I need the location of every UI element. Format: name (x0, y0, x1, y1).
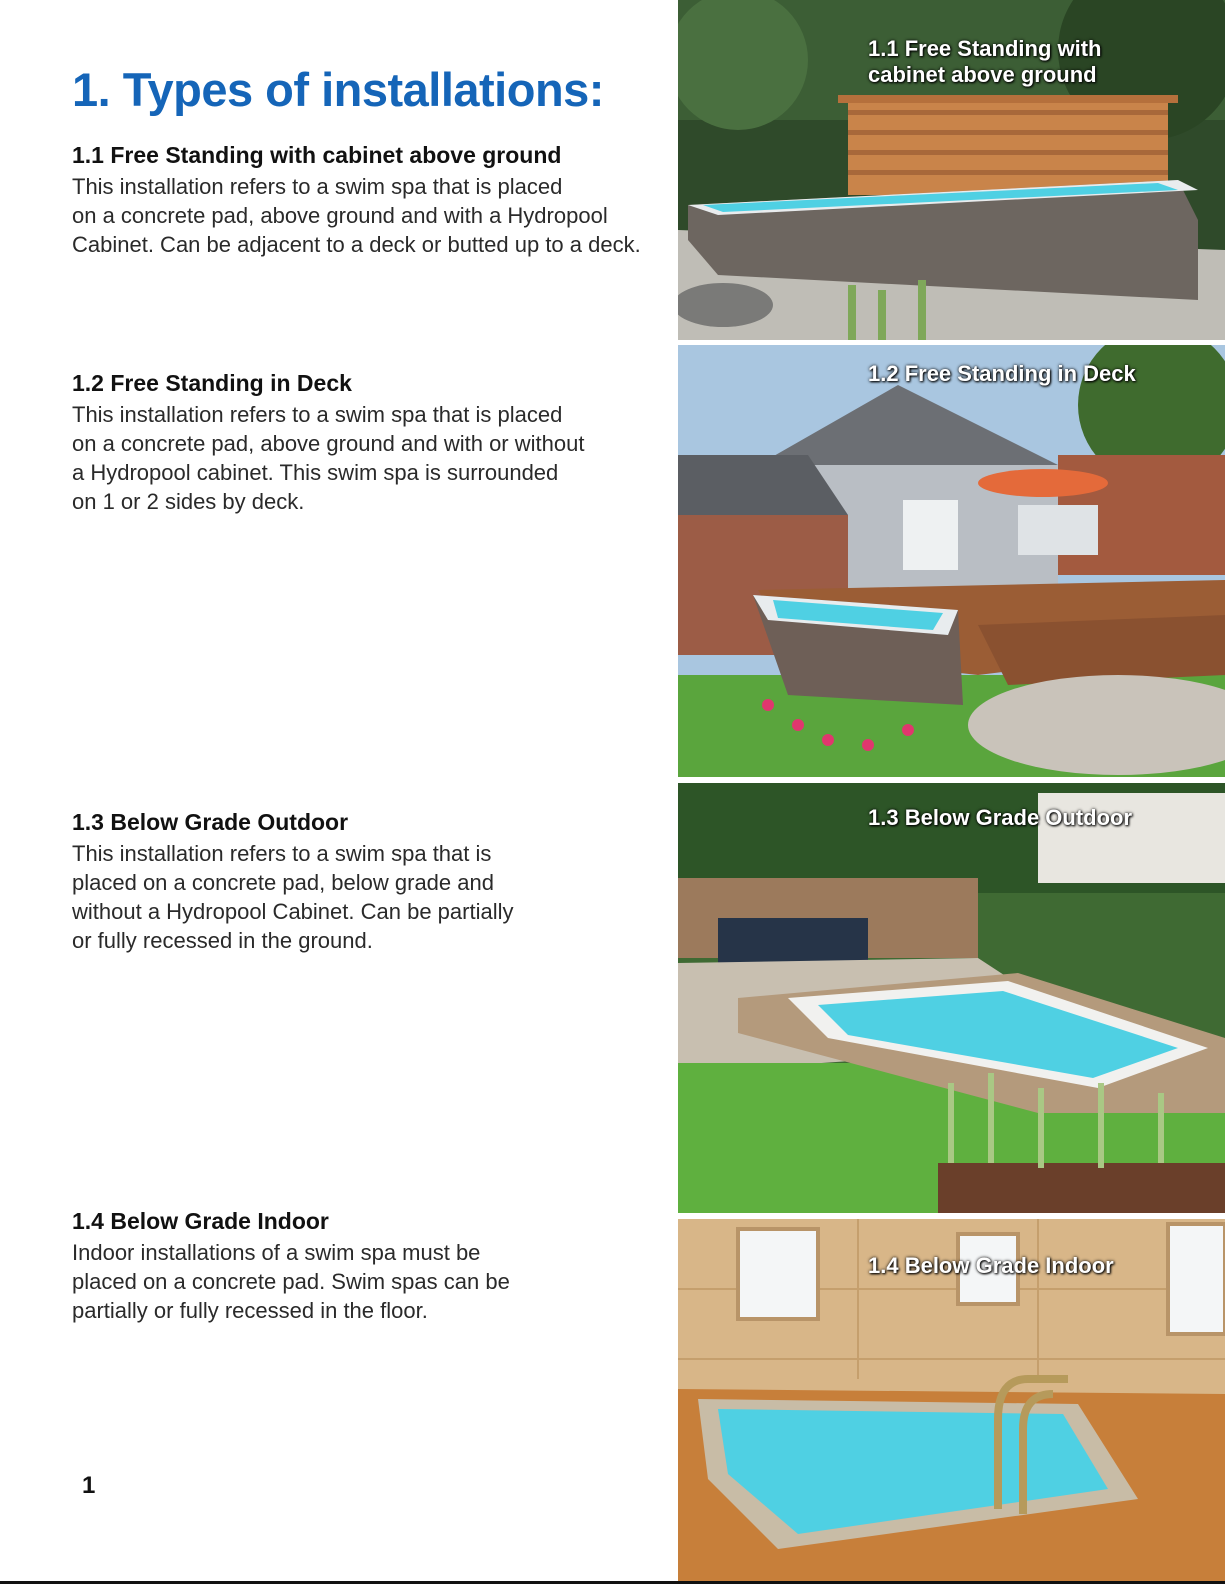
section-body: This installation refers to a swim spa that is placed on a concrete pad, above ground and with or without a Hydropool cabinet. This swim spa is surrounded on 1 or 2 sides by deck. (72, 402, 585, 514)
photo-caption: 1.1 Free Standing with cabinet above ground (868, 36, 1102, 87)
section-free-standing-cabinet (72, 140, 662, 259)
photo-below-grade-outdoor (678, 783, 1225, 1213)
section-body: This installation refers to a swim spa that is placed on a concrete pad, above ground and with a Hydropool Cabinet. Can be adjacent to a deck or butted up to a deck. (72, 174, 641, 257)
section-heading: 1.3 Below Grade Outdoor (72, 809, 349, 835)
page-title: 1. Types of installations: (72, 63, 604, 116)
page-number: 1 (82, 1472, 96, 1499)
photo-free-standing-deck-image (678, 345, 1225, 777)
bottom-rule (0, 1581, 1225, 1584)
section-heading: 1.1 Free Standing with cabinet above ground (72, 142, 562, 168)
photo-caption: 1.3 Below Grade Outdoor (868, 805, 1133, 830)
section-body: This installation refers to a swim spa that is placed on a concrete pad, below grade and without a Hydropool Cabinet. Can be partially or fully recessed in the ground. (72, 841, 514, 953)
photo-free-standing-deck (678, 345, 1225, 777)
photo-free-standing-cabinet (678, 0, 1225, 340)
section-below-grade-indoor (72, 1206, 662, 1325)
section-heading: 1.4 Below Grade Indoor (72, 1208, 329, 1234)
section-free-standing-deck (72, 368, 662, 516)
section-body: Indoor installations of a swim spa must be placed on a concrete pad. Swim spas can be partially or fully recessed in the floor. (72, 1240, 510, 1323)
photo-below-grade-indoor (678, 1219, 1225, 1581)
section-below-grade-outdoor (72, 807, 662, 955)
photo-caption: 1.2 Free Standing in Deck (868, 361, 1136, 386)
photo-caption: 1.4 Below Grade Indoor (868, 1253, 1114, 1278)
photo-below-grade-outdoor-image (678, 783, 1225, 1213)
section-heading: 1.2 Free Standing in Deck (72, 370, 352, 396)
